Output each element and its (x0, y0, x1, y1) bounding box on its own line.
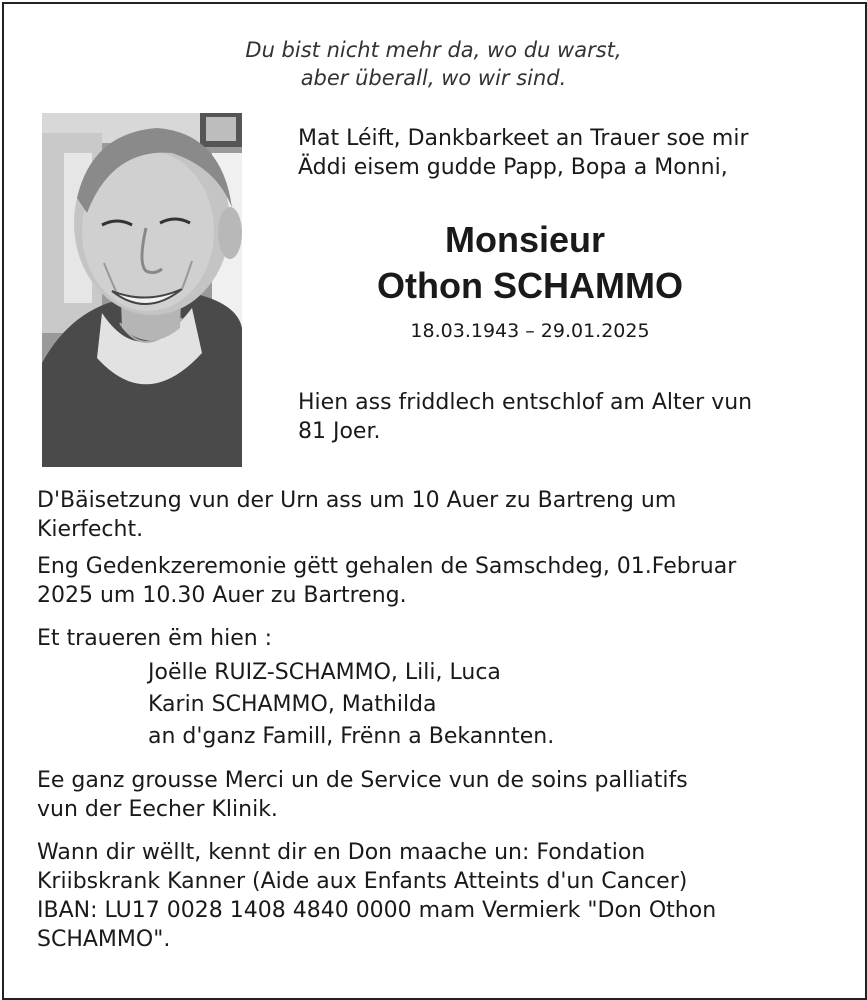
deceased-name: Othon SCHAMMO (377, 265, 683, 306)
quote-line-2: aber überall, wo wir sind. (300, 66, 567, 90)
intro-text (298, 124, 838, 182)
thanks-line-2: vun der Eecher Klinik. (37, 797, 278, 822)
burial-line-1: D'Bäisetzung vun der Urn ass um 10 Auer zu Bartreng um (37, 488, 677, 513)
donation-line-3: IBAN: LU17 0028 1408 4840 0000 mam Vermierk "Don Othon (37, 898, 717, 923)
life-dates: 18.03.1943 – 29.01.2025 (410, 320, 650, 342)
ceremony-line-1: Eng Gedenkzeremonie gëtt gehalen de Samschdeg, 01.Februar (37, 554, 737, 579)
intro-line-1: Mat Léift, Dankbarkeet an Trauer soe mir (298, 126, 749, 151)
age-line-1: Hien ass friddlech entschlof am Alter vun (298, 390, 753, 415)
mourner-line: Karin SCHAMMO, Mathilda (148, 692, 437, 717)
deceased-title: Monsieur (444, 219, 605, 260)
quote-line-1: Du bist nicht mehr da, wo du warst, (245, 38, 622, 62)
thanks-line-1: Ee ganz grousse Merci un de Service vun de soins palliatifs (37, 768, 688, 793)
intro-line-2: Äddi eisem gudde Papp, Bopa a Monni, (298, 155, 728, 180)
burial-line-2: Kierfecht. (37, 517, 144, 542)
donation-text (37, 838, 837, 954)
mourners-heading: Et traueren ëm hien : (37, 626, 273, 651)
ceremony-line-2: 2025 um 10.30 Auer zu Bartreng. (37, 583, 407, 608)
age-line-2: 81 Joer. (298, 419, 381, 444)
donation-line-1: Wann dir wëllt, kennt dir en Don maache un: Fondation (37, 840, 646, 865)
age-text (298, 388, 838, 446)
mourner-line: Joëlle RUIZ-SCHAMMO, Lili, Luca (148, 660, 501, 685)
mourner-line: an d'ganz Famill, Frënn a Bekannten. (148, 724, 555, 749)
burial-text (37, 486, 837, 544)
thanks-text (37, 766, 837, 824)
donation-line-2: Kriibskrank Kanner (Aide aux Enfants Atteints d'un Cancer) (37, 869, 688, 894)
ceremony-text (37, 552, 837, 610)
portrait-photo (42, 113, 242, 467)
donation-line-4: SCHAMMO". (37, 927, 171, 952)
